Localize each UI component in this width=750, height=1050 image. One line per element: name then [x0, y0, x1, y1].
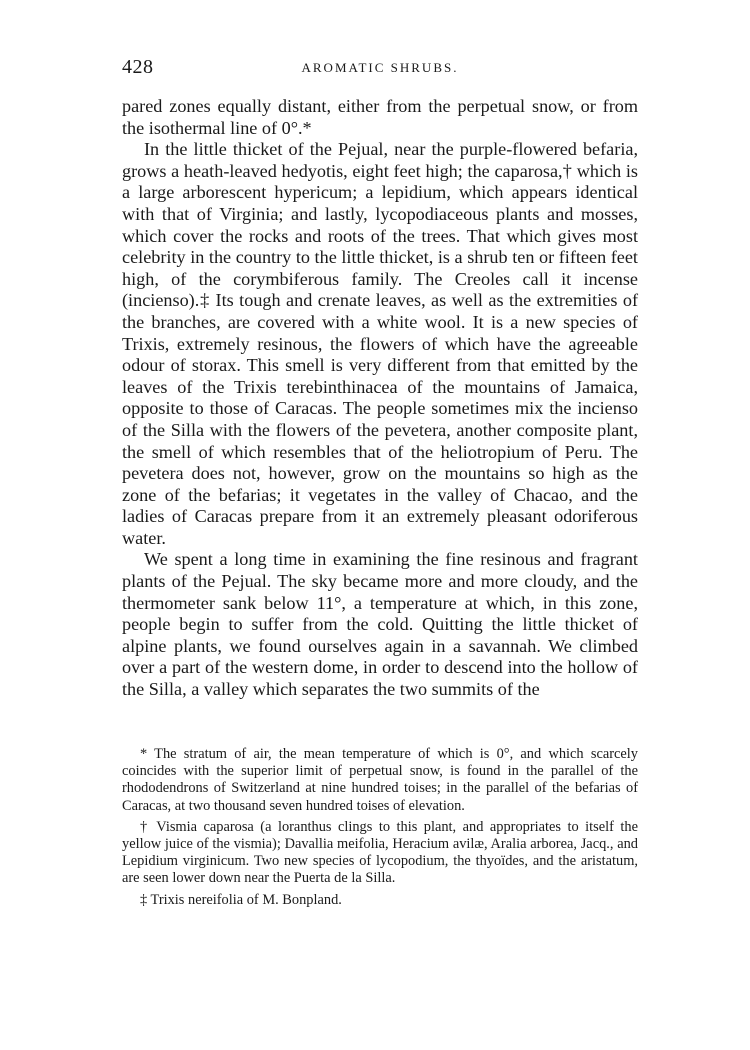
footnote-1: * The stratum of air, the mean temperature of which is 0°, and which scarcely coincides with the superior limit of perpetual snow, is found in the parallel of the rhododendrons of Switzerland at nine hundred toises; in the parallel of the befarias of Caracas, at two thousand seven hundred toises of elevation.: [122, 746, 638, 814]
footnote-3: ‡ Trixis nereifolia of M. Bonpland.: [140, 891, 342, 908]
page-number: 428: [122, 56, 154, 78]
body-paragraph-2: In the little thicket of the Pejual, near the purple-flowered befaria, grows a heath-leaved hedyotis, eight feet high; the caparosa,† which is a large arborescent hypericum; a lepidium, which appears identical with that of Virginia; and lastly, lycopodiaceous plants and mosses, which cover the rocks and roots of the trees. That which gives most celebrity in the country to the little thicket, is a shrub ten or fifteen feet high, of the corymbiferous family. The Creoles call it incense (incienso).‡ Its tough and crenate leaves, as well as the extremities of the branches, are covered with a white wool. It is a new species of Trixis, extremely resinous, the flowers of which have the agreeable odour of storax. This smell is very different from that emitted by the leaves of the Trixis terebinthinacea of the mountains of Jamaica, opposite to those of Caracas. The people sometimes mix the incienso of the Silla with the flowers of the pevetera, another composite plant, the smell of which resembles that of the heliotropium of Peru. The pevetera does not, however, grow on the mountains so high as the zone of the befarias; it vegetates in the valley of Chacao, and the ladies of Caracas prepare from it an extremely pleasant odoriferous water.: [122, 139, 638, 548]
page-header: [122, 56, 638, 84]
body-text: [122, 96, 638, 701]
footnotes: [122, 746, 638, 913]
footnote-2: † Vismia caparosa (a loranthus clings to this plant, and appropriates to itself the yellow juice of the vismia); Davallia meifolia, Heracium avilæ, Aralia arborea, Jacq., and Lepidium virginicum. Two new species of lycopodium, the thyoïdes, and the aristatum, are seen lower down near the Puerta de la Silla.: [122, 818, 638, 887]
running-title: AROMATIC SHRUBS.: [301, 60, 459, 75]
body-paragraph-3: We spent a long time in examining the fine resinous and fragrant plants of the Pejual. The sky became more and more cloudy, and the thermometer sank below 11°, a temperature at which, in this zone, people begin to suffer from the cold. Quitting the little thicket of alpine plants, we found ourselves again in a savannah. We climbed over a part of the western dome, in order to descend into the hollow of the Silla, a valley which separates the two summits of the: [122, 549, 638, 700]
body-paragraph-1: pared zones equally distant, either from the perpetual snow, or from the isothermal line of 0°.*: [122, 96, 638, 138]
